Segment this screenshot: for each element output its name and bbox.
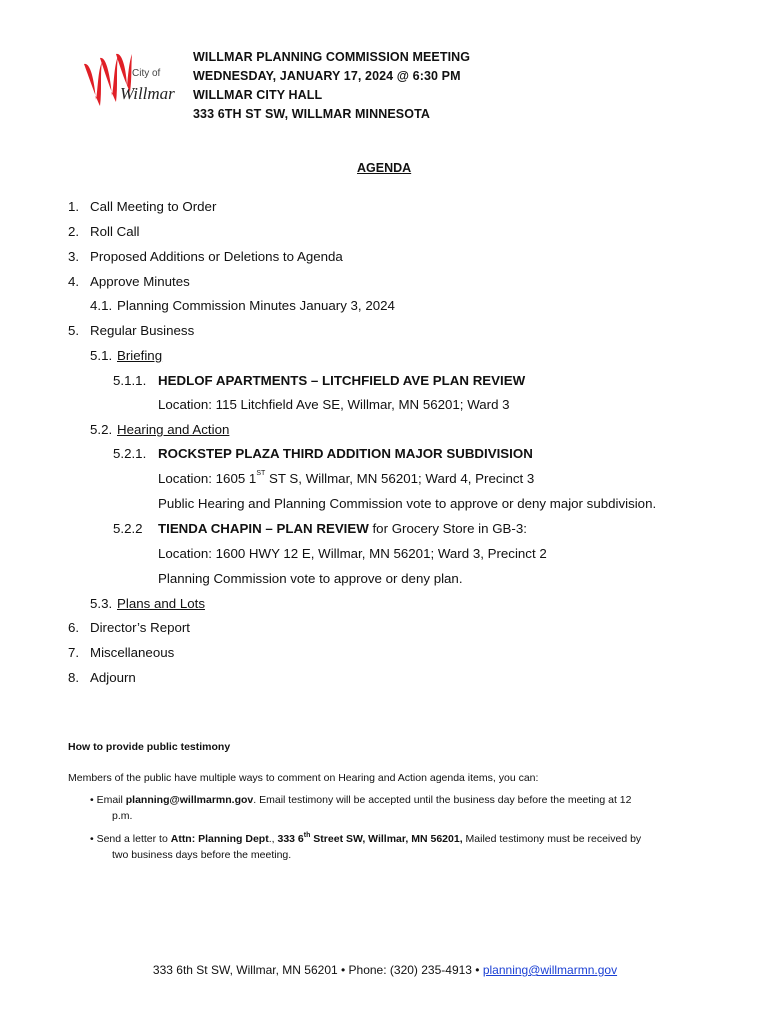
item-description: Planning Commission vote to approve or deny plan. <box>158 571 463 586</box>
testimony-intro: Members of the public have multiple ways to comment on Hearing and Action agenda items, you can: <box>68 772 539 784</box>
item-title: TIENDA CHAPIN – PLAN REVIEW <box>158 521 369 536</box>
item-title: HEDLOF APARTMENTS – LITCHFIELD AVE PLAN REVIEW <box>158 373 526 388</box>
testimony-letter-bullet <box>90 833 641 845</box>
bullet-text: • Email <box>90 794 126 806</box>
item-text: Call Meeting to Order <box>90 199 217 214</box>
bullet-continuation: two business days before the meeting. <box>112 849 292 861</box>
item-number: 4. <box>68 274 80 289</box>
city-of-willmar-logo <box>80 48 180 114</box>
footer-contact: 333 6th St SW, Willmar, MN 56201 • Phone: (320) 235-4913 • <box>152 963 483 977</box>
item-number: 7. <box>68 645 80 660</box>
item-number: 5. <box>68 323 80 338</box>
item-location <box>158 471 534 486</box>
ordinal-suffix: ST <box>256 470 266 477</box>
meeting-venue: WILLMAR CITY HALL <box>193 88 323 102</box>
item-title-line <box>158 521 527 536</box>
testimony-heading: How to provide public testimony <box>68 741 231 753</box>
item-number: 2. <box>68 224 80 239</box>
item-number: 8. <box>68 670 80 685</box>
ordinal-suffix: th <box>303 832 311 839</box>
location-text: Location: 1605 1 <box>158 471 257 486</box>
item-text: Adjourn <box>90 670 136 685</box>
item-text: Proposed Additions or Deletions to Agenda <box>90 249 343 264</box>
address-text: Street SW, Willmar, MN 56201, <box>310 833 463 845</box>
willmar-logo-icon <box>80 48 180 114</box>
item-location: Location: 1600 HWY 12 E, Willmar, MN 56201; Ward 3, Precinct 2 <box>158 546 547 561</box>
bullet-continuation: p.m. <box>112 810 133 822</box>
location-text: ST S, Willmar, MN 56201; Ward 4, Precinct 3 <box>265 471 535 486</box>
testimony-email-bullet <box>90 794 631 806</box>
bullet-text: • Send a letter to <box>90 833 171 845</box>
item-text: Director’s Report <box>90 620 191 635</box>
item-number: 5.3. <box>90 596 113 611</box>
meeting-date: WEDNESDAY, JANUARY 17, 2024 @ 6:30 PM <box>193 69 461 83</box>
section-hearing: Hearing and Action <box>117 422 230 437</box>
item-text: Roll Call <box>90 224 140 239</box>
item-number: 3. <box>68 249 80 264</box>
bullet-text: ., <box>268 833 278 845</box>
meeting-title: WILLMAR PLANNING COMMISSION MEETING <box>193 50 471 64</box>
item-title-tail: for Grocery Store in GB-3: <box>368 521 527 536</box>
address-text: 333 6 <box>277 833 304 845</box>
item-location: Location: 115 Litchfield Ave SE, Willmar, MN 56201; Ward 3 <box>158 397 510 412</box>
page-footer <box>0 963 770 977</box>
logo-willmar-text: Willmar <box>120 84 175 103</box>
item-text: Miscellaneous <box>90 645 175 660</box>
item-title: ROCKSTEP PLAZA THIRD ADDITION MAJOR SUBDIVISION <box>158 446 533 461</box>
item-description: Public Hearing and Planning Commission vote to approve or deny major subdivision. <box>158 496 657 511</box>
item-number: 4.1. <box>90 298 113 313</box>
testimony-email: planning@willmarmn.gov <box>125 794 254 806</box>
attn-text: Attn: Planning Dept <box>170 833 269 845</box>
logo-city-of-text: City of <box>132 68 161 79</box>
item-text: Approve Minutes <box>90 274 190 289</box>
item-number: 5.2.1. <box>113 446 147 461</box>
item-number: 1. <box>68 199 80 214</box>
item-number: 5.2. <box>90 422 113 437</box>
bullet-text: . Email testimony will be accepted until the business day before the meeting at 12 <box>253 794 632 806</box>
bullet-text: Mailed testimony must be received by <box>462 833 642 845</box>
item-number: 5.1.1. <box>113 373 147 388</box>
item-text: Regular Business <box>90 323 195 338</box>
section-briefing: Briefing <box>117 348 163 363</box>
section-plans: Plans and Lots <box>117 596 205 611</box>
item-number: 6. <box>68 620 80 635</box>
meeting-address: 333 6TH ST SW, WILLMAR MINNESOTA <box>193 107 431 121</box>
item-text: Planning Commission Minutes January 3, 2024 <box>117 298 395 313</box>
item-number: 5.1. <box>90 348 113 363</box>
item-number: 5.2.2 <box>113 521 143 536</box>
agenda-heading: AGENDA <box>357 161 412 175</box>
footer-email-link[interactable]: planning@willmarmn.gov <box>482 963 618 977</box>
